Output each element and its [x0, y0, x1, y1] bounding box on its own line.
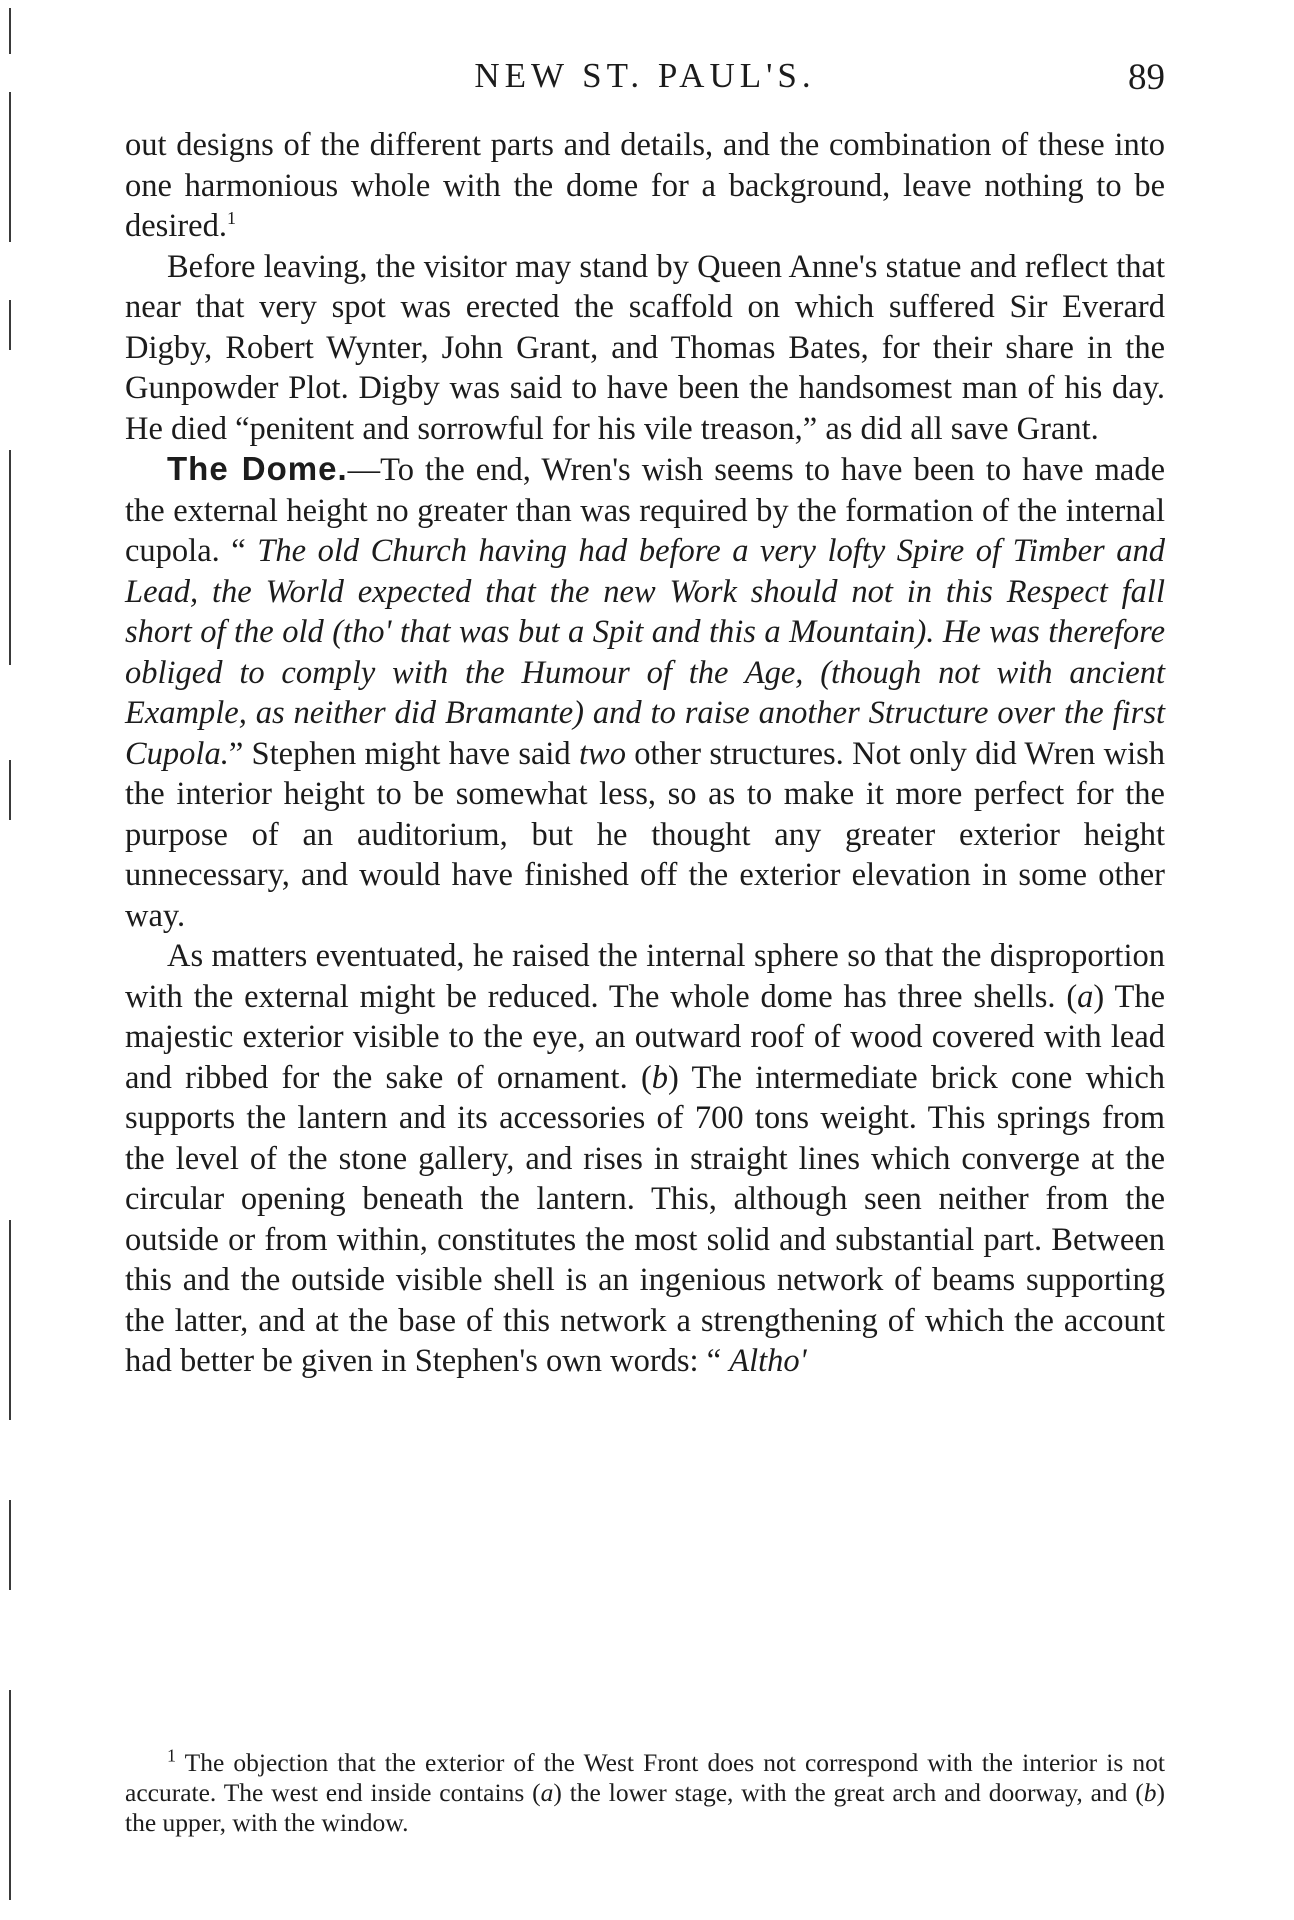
paragraph-1: out designs of the different parts and details, and the combination of these into one harmonious whole with the dome for a background, leave nothing to be desired.$^1$ — [125, 127, 1165, 244]
quotation: The old Church having had before a very lofty Spire of Timber and Lead, the World expected that the new Work should not in this Respect fall short of the old (tho' that was but a Spit and this a Mountain). He was therefore obliged to comply with the Humour of the Age, (though not with ancient Example, as neither did Bramante) and to raise another Structure over the first Cupola. — [125, 533, 1165, 772]
scan-edge-mark — [9, 92, 11, 242]
section-heading: The Dome. — [167, 450, 348, 487]
scan-edge-mark — [9, 450, 11, 665]
paragraph-2: Before leaving, the visitor may stand by Queen Anne's statue and reflect that near that very spot was erected the scaffold on which suffered Sir Everard Digby, Robert Wynter, John Grant, and Thomas Bates, for their share in the Gunpowder Plot. Digby was said to have been the handsomest man of his day. He died “penitent and sorrowful for his vile treason,” as did all save Grant. — [125, 248, 1165, 447]
body-text — [125, 125, 1165, 1382]
paragraph-4: As matters eventuated, he raised the internal sphere so that the disproportion with the external might be reduced. The whole dome has three shells. (a) The majestic exterior visible to the eye, an outward roof of wood covered with lead and ribbed for the sake of ornament. (b) The intermediate brick cone which supports the lantern and its accessories of 700 tons weight. This springs from the level of the stone gallery, and rises in straight lines which converge at the circular opening beneath the lantern. This, although seen neither from the outside or from within, constitutes the most solid and substantial part. Between this and the outside visible shell is an ingenious network of beams supporting the latter, and at the base of this network a strengthening of which the account had better be given in Stephen's own words: “ Altho' — [125, 938, 1165, 1379]
scan-edge-mark — [9, 8, 11, 54]
scan-edge-mark — [9, 300, 11, 350]
page-number: 89 — [1128, 57, 1165, 98]
scan-edge-mark — [9, 760, 11, 820]
scan-edge-mark — [9, 1690, 11, 1900]
footnote-mark: 1 — [167, 1745, 176, 1766]
scan-edge-mark — [9, 1220, 11, 1420]
footnote-reference: 1 — [226, 208, 236, 229]
page-header — [125, 56, 1165, 106]
running-head: NEW ST. PAUL'S. — [474, 56, 816, 95]
scan-edge-mark — [9, 1500, 11, 1590]
footnote: $^1$ The objection that the exterior of the West Front does not correspond with the interior is not accurate. The west end inside contains (a) the lower stage, with the great arch and doorway, and (b) the upper, with the window. — [125, 1745, 1165, 1837]
paragraph-3: The Dome.—To the end, Wren's wish seems to have been to have made the external height no greater than was required by the formation of the internal cupola. “ The old Church having had before a very lofty Spire of Timber and Lead, the World expected that the new Work should not in this Respect fall short of the old (tho' that was but a Spit and this a Mountain). He was therefore obliged to comply with the Humour of the Age, (though not with ancient Example, as neither did Bramante) and to raise another Structure over the first Cupola.” Stephen might have said two other structures. Not only did Wren wish the interior height to be somewhat less, so as to make it more perfect for the purpose of an auditorium, but he thought any greater exterior height unnecessary, and would have finished off the exterior elevation in some other way. — [125, 450, 1166, 934]
